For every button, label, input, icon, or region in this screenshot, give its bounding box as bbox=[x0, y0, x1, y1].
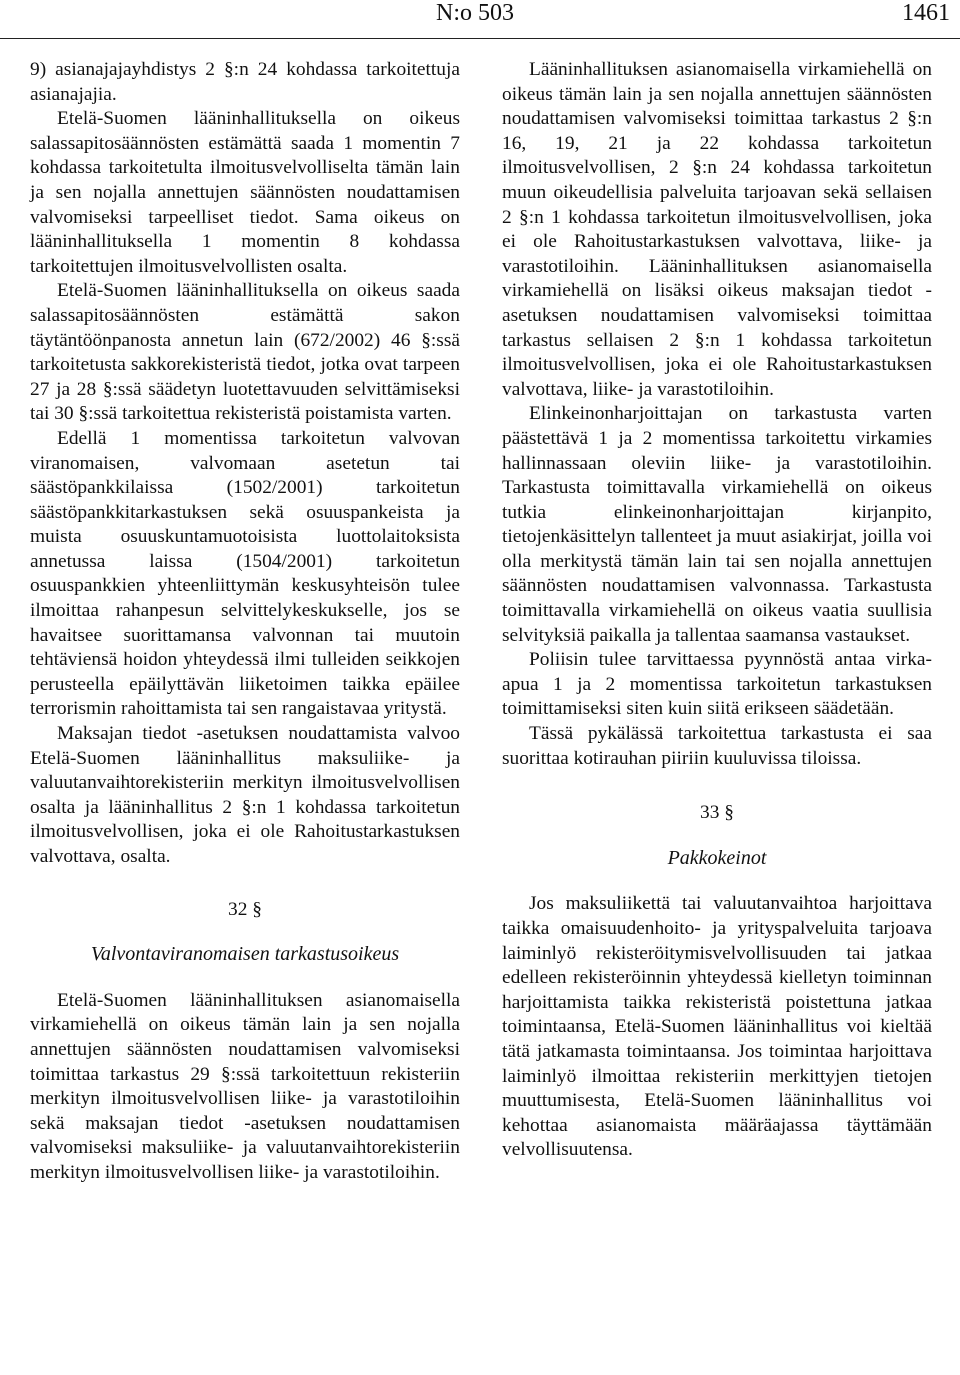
section-title: Valvontaviranomaisen tarkastusoikeus bbox=[90, 943, 400, 966]
page-number: 1461 bbox=[902, 0, 950, 26]
paragraph: Lääninhallituksen asianomaisella virkamiehellä on oikeus tämän lain ja sen nojalla annettujen säännösten noudattamisen valvomiseksi toimittaa tarkastus 2 §:n 16, 19, 21 ja 22 kohdassa tarkoitetun ilmoitusvelvollisen, 2 §:n 24 kohdassa tarkoitetun muun oikeudellisia palveluita tarjoavan sekä sellaisen 2 §:n 1 kohdassa tarkoitetun ilmoitusvelvollisen, joka ei ole Rahoitustarkastuksen valvottava, liike- ja varastotiloihin. Lääninhallituksen asianomaisella virkamiehellä on lisäksi oikeus maksajan tiedot -asetuksen noudattamisen valvomiseksi toimittaa tarkastus sellaisen 2 §:n 1 kohdassa tarkoitetun ilmoitusvelvollisen, joka ei ole Rahoitustarkastuksen valvottava, liike- ja varastotiloihin. bbox=[502, 59, 932, 400]
paragraph: Jos maksuliikettä tai valuutanvaihtoa harjoittava taikka omaisuudenhoito- ja yrityspalveluita tarjoava laiminlyö rekisteröitymisvelvollisuuden tai jatkaa edelleen rekisteröinnin yhteydessä kielletyn toiminnan harjoittamista taikka rekisteristä poistettuna jatkaa toimintaansa, Etelä-Suomen lääninhallitus voi kieltää tätä jatkamasta toimintaansa. Jos toimintaa harjoittava laiminlyö ilmoittaa rekisteriin merkittyjen tietojen muuttumisesta, Etelä-Suomen lääninhallitus voi kehottaa asianomaista määräajassa täyttämään velvollisuutensa. bbox=[502, 893, 932, 1161]
document-number: N:o 503 bbox=[436, 0, 514, 26]
paragraph: Poliisin tulee tarvittaessa pyynnöstä antaa virka-apua 1 ja 2 momentissa tarkoitetun tarkastuksen toimittamiseksi siten kuin siitä erikseen säädetään. bbox=[502, 649, 932, 720]
paragraph: Etelä-Suomen lääninhallituksella on oikeus salassapitosäännösten estämättä saada 1 momentin 7 kohdassa tarkoitetulta ilmoitusvelvolliselta tämän lain ja sen nojalla annettujen säännösten noudattamisen valvomiseksi tarpeelliset tiedot. Sama oikeus on lääninhallituksella 1 momentin 8 kohdassa tarkoitettujen ilmoitusvelvollisten osalta. bbox=[30, 108, 460, 277]
left-column bbox=[30, 58, 460, 1186]
section-title: Pakkokeinot bbox=[667, 846, 767, 869]
paragraph: 9) asianajajayhdistys 2 §:n 24 kohdassa tarkoitettuja asianajajia. bbox=[30, 59, 460, 105]
paragraph: Etelä-Suomen lääninhallituksen asianomaisella virkamiehellä on oikeus tämän lain ja sen nojalla annettujen säännösten noudattamisen valvomiseksi toimittaa tarkastus 29 §:ssä tarkoitettuun rekisteriin merkityn ilmoitusvelvollisen liike- ja varastotiloihin sekä maksajan tiedot -asetuksen noudattamisen valvomiseksi maksuliike- ja valuutanvaihtorekisteriin merkityn ilmoitusvelvollisen liike- ja varastotiloihin. bbox=[30, 989, 460, 1183]
right-column bbox=[502, 58, 932, 1163]
paragraph: Elinkeinonharjoittajan on tarkastusta varten päästettävä 1 ja 2 momentissa tarkoitettu virkamies hallinnassaan oleviin liike- ja varastotiloihin. Tarkastusta toimittavalla virkamiehellä on oikeus tutkia elinkeinonharjoittajan kirjanpito, tietojenkäsittelyn tallenteet ja muut asiakirjat, joilla voi olla merkitystä tämän lain tai sen nojalla annettujen säännösten noudattamisen valvonnassa. Tarkastusta toimittavalla virkamiehellä on oikeus vaatia suullisia selvityksiä paikalla ja tallentaa saamansa vastaukset. bbox=[502, 403, 932, 646]
paragraph: Edellä 1 momentissa tarkoitetun valvovan viranomaisen, valvomaan asetetun tai säästöpankkilaissa (1502/2001) tarkoitetun säästöpankkitarkastuksen sekä osuuspankeista ja muista osuuskuntamuotoisista luottolaitoksista annetussa laissa (1504/2001) tarkoitetun osuuspankkien yhteenliittymän keskusyhteisön tulee ilmoittaa rahanpesun selvittelykeskukselle, jos se havaitsee suorittamansa valvonnan tai muutoin tehtäviensä hoidon yhteydessä ilmi tulleiden seikkojen perusteella epäilyttävän liiketoimen taikka epäilee terrorismin rahoittamista tai sen rangaistavaa yritystä. bbox=[30, 427, 460, 720]
section-number: 33 § bbox=[700, 802, 734, 824]
page-header bbox=[0, 0, 960, 40]
header-rule bbox=[0, 38, 960, 39]
paragraph: Etelä-Suomen lääninhallituksella on oikeus saada salassapitosäännösten estämättä sakon täytäntöönpanosta annetun lain (672/2002) 46 §:ssä tarkoitetusta sakkorekisteristä tiedot, jotka ovat tarpeen 27 ja 28 §:ssä säädetyn luotettavuuden selvittämiseksi tai 30 §:ssä tarkoitettua rekisteristä poistamista varten. bbox=[30, 280, 460, 425]
paragraph: Maksajan tiedot -asetuksen noudattamista valvoo Etelä-Suomen lääninhallitus maksuliike- ja valuutanvaihtorekisteriin merkityn ilmoitusvelvollisen osalta ja lääninhallitus 2 §:n 1 kohdassa tarkoitetun ilmoitusvelvollisen, joka ei ole Rahoitustarkastuksen valvottava, osalta. bbox=[30, 723, 460, 867]
section-number: 32 § bbox=[228, 898, 262, 920]
paragraph: Tässä pykälässä tarkoitettua tarkastusta ei saa suorittaa kotirauhan piiriin kuuluvissa tiloissa. bbox=[502, 723, 932, 769]
